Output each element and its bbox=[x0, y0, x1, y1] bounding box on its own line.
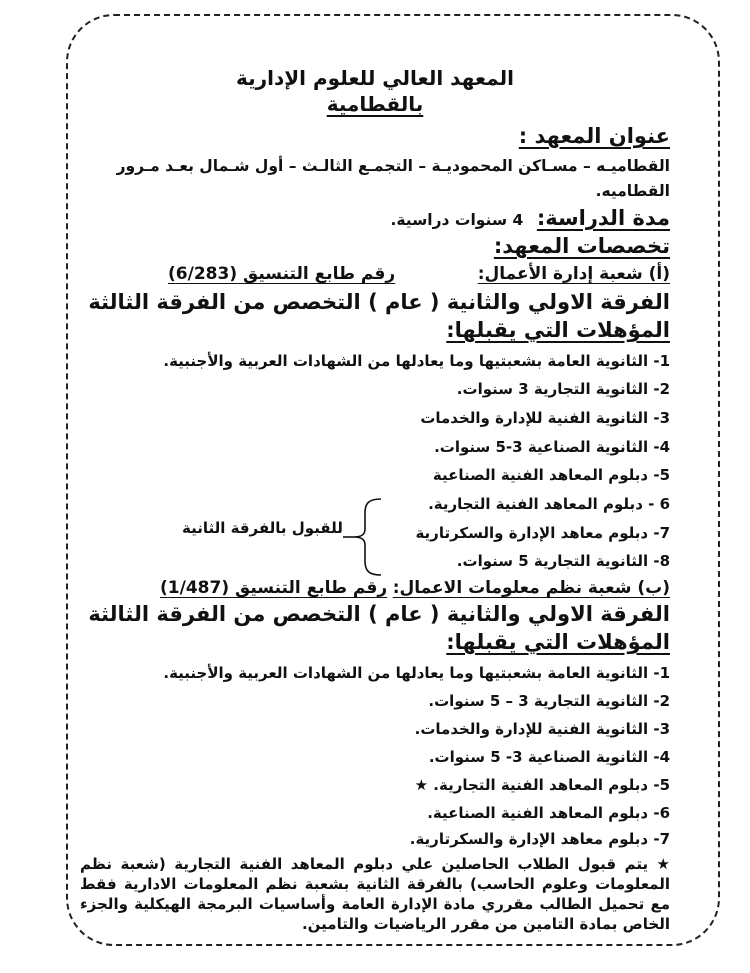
list-item: 6 - دبلوم المعاهد الفنية التجارية. bbox=[428, 495, 670, 513]
address-heading: عنوان المعهد : bbox=[518, 124, 670, 148]
duration-value: 4 سنوات دراسية. bbox=[390, 211, 524, 229]
division-a-code-label: رقم طابع التنسيق bbox=[243, 264, 396, 284]
institute-name: المعهد العالي للعلوم الإدارية bbox=[236, 66, 514, 90]
list-item: 8- الثانوية التجارية 5 سنوات. bbox=[456, 552, 670, 570]
list-item: 4- الثانوية الصناعية 3- 5 سنوات. bbox=[428, 748, 670, 766]
list-item: 1- الثانوية العامة بشعبتيها وما يعادلها من الشهادات العربية والأجنبية. bbox=[163, 664, 670, 682]
second-year-admission-note: للقبول بالفرقة الثانية bbox=[182, 519, 343, 537]
division-b-qualifications-heading: المؤهلات التي يقبلها: bbox=[446, 630, 670, 654]
list-item: 6- دبلوم المعاهد الفنية الصناعية. bbox=[427, 804, 670, 822]
specializations-heading: تخصصات المعهد: bbox=[493, 234, 670, 258]
list-item: 7- دبلوم معاهد الإدارة والسكرتارية. bbox=[409, 830, 670, 848]
division-b-code bbox=[160, 578, 387, 598]
division-a-code bbox=[168, 264, 395, 284]
institute-location: بالقطامية bbox=[326, 92, 424, 116]
division-b-footnote: ★ يتم قبول الطلاب الحاصلين علي دبلوم المعاهد الفنية التجارية (شعبة نظم المعلومات وعلوم الحاسب) بالفرقة الثانية بشعبة نظم المعلومات الادارية فقط مع تحميل الطالب مقرري مادة الإدارة العامة وأساسيات البرمجة الهيكلية والجزء الخاص بمادة التامين من مقرر الرياضيات والتامين. bbox=[80, 855, 670, 933]
list-item: 7- دبلوم معاهد الإدارة والسكرتارية bbox=[415, 524, 670, 542]
division-b-code-label: رقم طابع التنسيق bbox=[235, 578, 388, 598]
division-b-title: (ب) شعبة نظم معلومات الاعمال: bbox=[392, 578, 670, 598]
list-item: 2- الثانوية التجارية 3 – 5 سنوات. bbox=[428, 692, 670, 710]
list-item: 3- الثانوية الفنية للإدارة والخدمات bbox=[420, 409, 670, 427]
list-item: 2- الثانوية التجارية 3 سنوات. bbox=[456, 380, 670, 398]
list-item: 5- دبلوم المعاهد الفنية التجارية. ★ bbox=[414, 776, 670, 794]
division-b-years-line: الفرقة الاولي والثانية ( عام ) التخصص من الفرقة الثالثة bbox=[88, 602, 670, 626]
curly-brace-icon bbox=[343, 497, 383, 577]
list-item: 5- دبلوم المعاهد الفنية الصناعية bbox=[432, 466, 670, 484]
list-item: 3- الثانوية الفنية للإدارة والخدمات. bbox=[414, 720, 670, 738]
duration-label: مدة الدراسة: bbox=[536, 206, 670, 230]
address-line-2: القطاميه. bbox=[595, 182, 670, 200]
list-item: 1- الثانوية العامة بشعبتيها وما يعادلها من الشهادات العربية والأجنبية. bbox=[163, 352, 670, 370]
list-item: 4- الثانوية الصناعية 3-5 سنوات. bbox=[434, 438, 670, 456]
division-a-code-value: (6/283) bbox=[168, 264, 238, 284]
division-b-code-value: (1/487) bbox=[160, 578, 230, 598]
duration-row bbox=[390, 206, 670, 230]
division-a-title: (أ) شعبة إدارة الأعمال: bbox=[477, 264, 670, 284]
division-a-years-line: الفرقة الاولي والثانية ( عام ) التخصص من الفرقة الثالثة bbox=[88, 290, 670, 314]
address-line-1: القطاميـه – مسـاكن المحموديـة – التجمـع الثالـث – أول شـمال بعـد مـرور bbox=[116, 157, 670, 175]
division-a-qualifications-heading: المؤهلات التي يقبلها: bbox=[446, 318, 670, 342]
